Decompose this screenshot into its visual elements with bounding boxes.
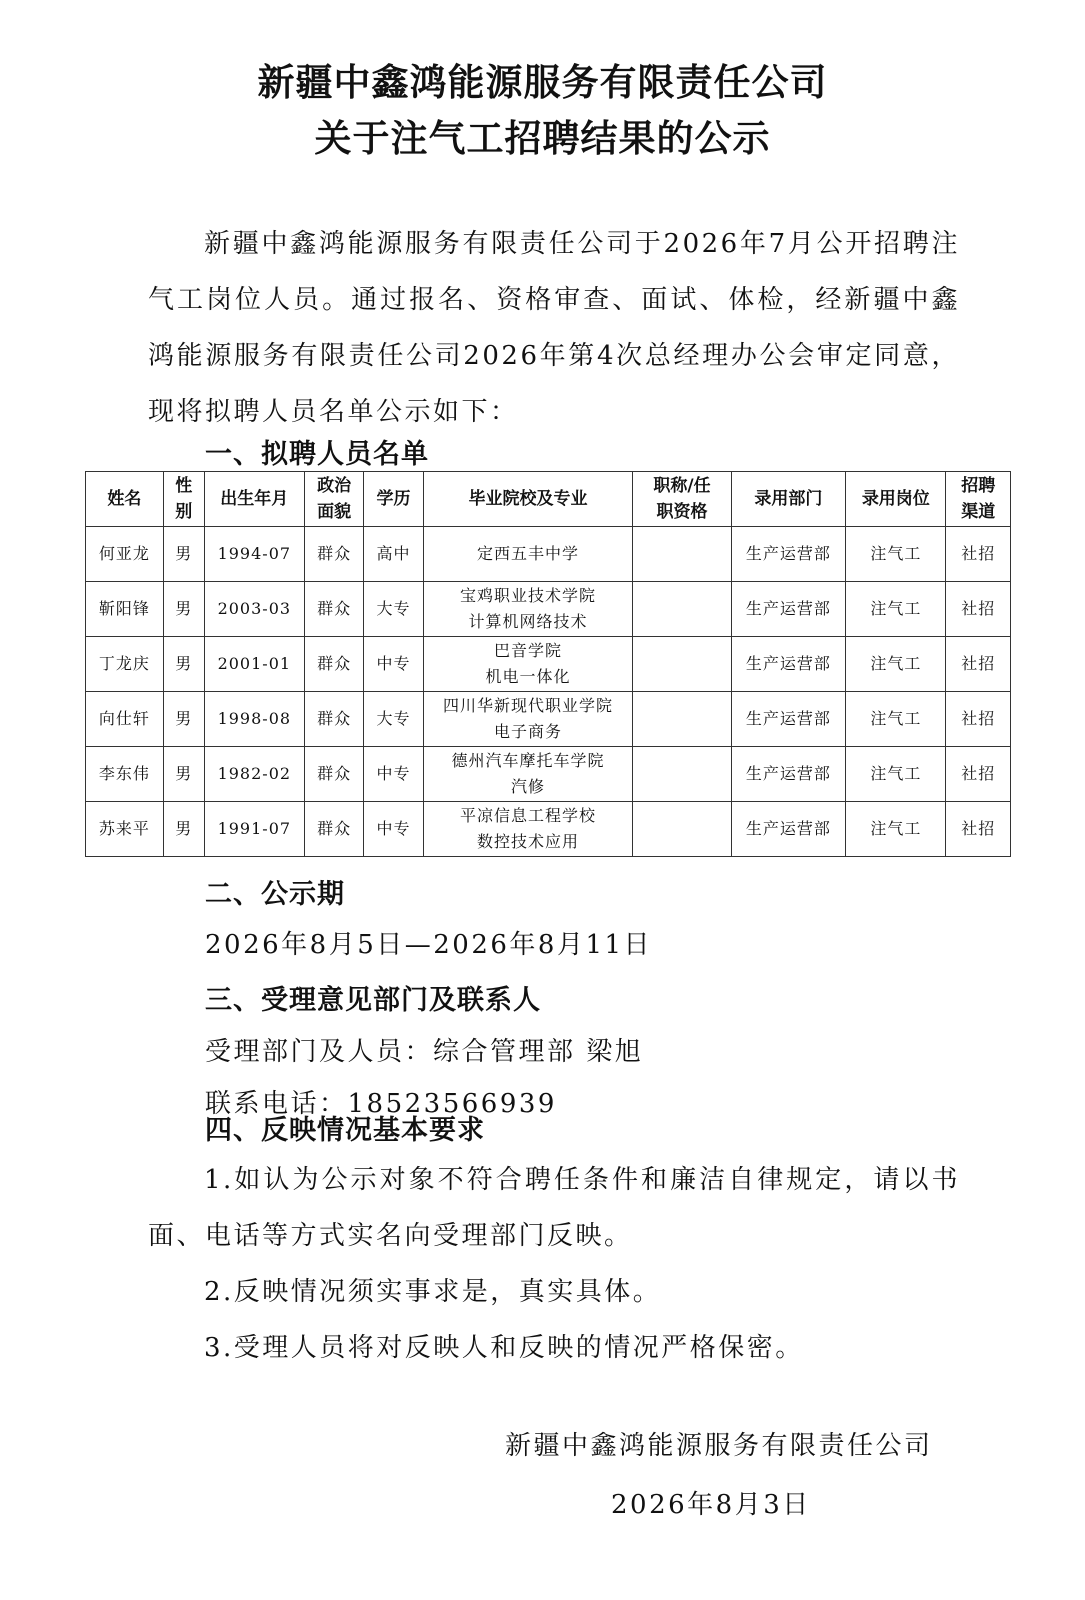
cell-dept: 生产运营部 (731, 637, 846, 692)
contact-department: 受理部门及人员：综合管理部 梁旭 (205, 1037, 644, 1067)
cell-education: 高中 (364, 527, 423, 582)
cell-name: 向仕轩 (86, 692, 164, 747)
cell-title (633, 692, 731, 747)
cell-birth: 1982-02 (204, 747, 304, 802)
cell-school (423, 527, 633, 582)
header-gender: 性 别 (163, 472, 204, 527)
section-heading-period: 二、公示期 (205, 879, 345, 910)
publicity-period: 2026年8月5日—2026年8月11日 (205, 930, 653, 960)
cell-name: 丁龙庆 (86, 637, 164, 692)
cell-post: 注气工 (846, 527, 946, 582)
cell-dept: 生产运营部 (731, 747, 846, 802)
table-row (86, 582, 1011, 637)
document-title-line1: 新疆中鑫鸿能源服务有限责任公司 (257, 61, 828, 104)
school-name: 平凉信息工程学校 (459, 806, 596, 825)
table-row (86, 802, 1011, 857)
cell-gender: 男 (163, 527, 204, 582)
cell-birth: 2003-03 (204, 582, 304, 637)
cell-school (423, 747, 633, 802)
intro-paragraph: 新疆中鑫鸿能源服务有限责任公司于2026年7月公开招聘注气工岗位人员。通过报名、资格审查、面试、体检，经新疆中鑫鸿能源服务有限责任公司2026年第4次总经理办公会审定同意，现将拟聘人员名单公示如下： (148, 229, 960, 427)
cell-channel: 社招 (946, 802, 1011, 857)
header-name: 姓名 (86, 472, 164, 527)
header-education: 学历 (364, 472, 423, 527)
cell-politics: 群众 (304, 637, 363, 692)
cell-education: 中专 (364, 802, 423, 857)
cell-birth: 1998-08 (204, 692, 304, 747)
cell-name: 何亚龙 (86, 527, 164, 582)
section-heading-contact: 三、受理意见部门及联系人 (205, 985, 541, 1016)
requirement-2: 2.反映情况须实事求是，真实具体。 (204, 1277, 662, 1307)
table-row (86, 747, 1011, 802)
document-title-line2: 关于注气工招聘结果的公示 (314, 117, 771, 160)
cell-dept: 生产运营部 (731, 582, 846, 637)
cell-gender: 男 (163, 692, 204, 747)
cell-dept: 生产运营部 (731, 527, 846, 582)
cell-education: 中专 (364, 637, 423, 692)
cell-channel: 社招 (946, 692, 1011, 747)
table-row (86, 692, 1011, 747)
cell-title (633, 637, 731, 692)
contact-phone: 联系电话：18523566939 (205, 1089, 557, 1119)
cell-name: 苏来平 (86, 802, 164, 857)
school-major: 计算机网络技术 (468, 612, 588, 631)
cell-title (633, 802, 731, 857)
school-name: 定西五丰中学 (476, 544, 579, 563)
cell-gender: 男 (163, 582, 204, 637)
cell-school (423, 802, 633, 857)
cell-education: 中专 (364, 747, 423, 802)
school-name: 德州汽车摩托车学院 (451, 751, 605, 770)
table-row (86, 637, 1011, 692)
school-name: 巴音学院 (493, 641, 562, 660)
cell-name: 靳阳锋 (86, 582, 164, 637)
cell-politics: 群众 (304, 582, 363, 637)
cell-politics: 群众 (304, 802, 363, 857)
header-channel: 招聘 渠道 (946, 472, 1011, 527)
table-header-row (86, 472, 1011, 527)
header-school: 毕业院校及专业 (423, 472, 633, 527)
cell-birth: 2001-01 (204, 637, 304, 692)
cell-dept: 生产运营部 (731, 692, 846, 747)
header-post: 录用岗位 (846, 472, 946, 527)
table-body (86, 527, 1011, 857)
cell-politics: 群众 (304, 692, 363, 747)
table-row (86, 527, 1011, 582)
header-dept: 录用部门 (731, 472, 846, 527)
requirement-3: 3.受理人员将对反映人和反映的情况严格保密。 (204, 1333, 804, 1363)
header-title: 职称/任 职资格 (633, 472, 731, 527)
cell-post: 注气工 (846, 582, 946, 637)
header-birth: 出生年月 (204, 472, 304, 527)
school-major: 汽修 (510, 777, 545, 796)
cell-channel: 社招 (946, 747, 1011, 802)
cell-education: 大专 (364, 582, 423, 637)
school-major: 机电一体化 (485, 667, 571, 686)
section-heading-requirements: 四、反映情况基本要求 (205, 1115, 485, 1146)
cell-channel: 社招 (946, 527, 1011, 582)
signature-company: 新疆中鑫鸿能源服务有限责任公司 (505, 1431, 933, 1461)
cell-post: 注气工 (846, 692, 946, 747)
cell-gender: 男 (163, 637, 204, 692)
cell-title (633, 527, 731, 582)
cell-birth: 1991-07 (204, 802, 304, 857)
candidate-table (85, 471, 1011, 857)
cell-dept: 生产运营部 (731, 802, 846, 857)
cell-politics: 群众 (304, 527, 363, 582)
cell-channel: 社招 (946, 582, 1011, 637)
cell-gender: 男 (163, 747, 204, 802)
cell-school (423, 582, 633, 637)
cell-title (633, 582, 731, 637)
cell-post: 注气工 (846, 637, 946, 692)
school-major: 数控技术应用 (476, 832, 579, 851)
cell-channel: 社招 (946, 637, 1011, 692)
cell-name: 李东伟 (86, 747, 164, 802)
section-heading-candidates: 一、拟聘人员名单 (205, 439, 429, 470)
cell-birth: 1994-07 (204, 527, 304, 582)
cell-school (423, 637, 633, 692)
cell-title (633, 747, 731, 802)
requirement-1: 1.如认为公示对象不符合聘任条件和廉洁自律规定，请以书面、电话等方式实名向受理部门反映。 (148, 1165, 960, 1251)
school-name: 四川华新现代职业学院 (442, 696, 613, 715)
cell-gender: 男 (163, 802, 204, 857)
header-politics: 政治 面貌 (304, 472, 363, 527)
cell-school (423, 692, 633, 747)
school-major: 电子商务 (493, 722, 562, 741)
cell-post: 注气工 (846, 747, 946, 802)
signature-date: 2026年8月3日 (611, 1490, 811, 1520)
school-name: 宝鸡职业技术学院 (459, 586, 596, 605)
cell-post: 注气工 (846, 802, 946, 857)
cell-politics: 群众 (304, 747, 363, 802)
cell-education: 大专 (364, 692, 423, 747)
